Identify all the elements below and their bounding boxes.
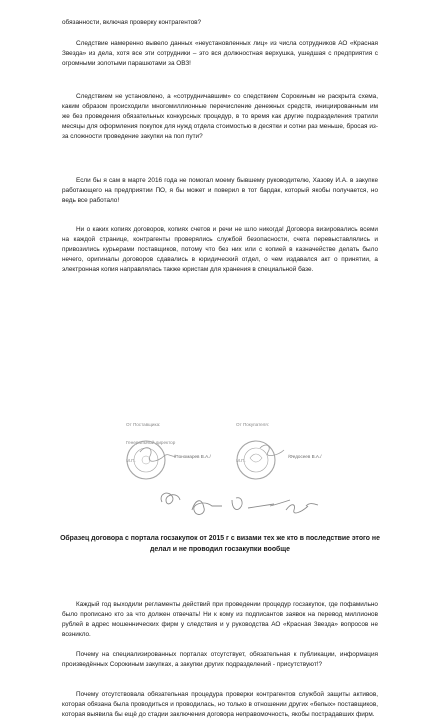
supplier-mp: М.П.: [126, 458, 136, 463]
section-heading: Образец договора с портала госзакупок от 2015 г с визами тех же кто в последствие этого не делал и не проводил госзакупки вообще: [60, 535, 380, 553]
supplier-stamp: [127, 441, 165, 479]
paragraph-5: Ни о каких копиях договоров, копиях счетов и речи не шло никогда! Договора визировались всеми на каждой странице, контрагенты проверялись службой безопасности, счета перевыставлялись и привозились курьерами поставщиков, потому что без них или с копией в казначействе делать было нечего, оригиналы договоров сдавались в юридический отдел, о чем издавался акт о принятии, а электронная копия направлялась также юристам для хранения в специальной базе.: [62, 226, 378, 273]
signature-scan: [110, 418, 350, 518]
buyer-mp: М.П.: [236, 458, 246, 463]
visa-signatures: [161, 493, 318, 514]
paragraph-2: Следствие намеренно вывело данных «неустановленных лиц» из числа сотрудников АО «Красная Звезда» из дела, хотя все эти сотрудники – это вся должностная верхушка, ушедшая с предприятия с огромными золотыми парашютами за ОВЗ!: [62, 40, 378, 67]
paragraph-6: Каждый год выходили регламенты действий при проведении процедур госзакупок, где пофамильно было прописано кто за что должен отвечать! Ни к кому из подписантов заявок на перевод миллионов рублей в адрес мошеннических фирм у следствия и у руководства АО «Красная Звезда» вопросов не возникло.: [62, 601, 378, 638]
signatures-and-stamps: [110, 418, 350, 518]
paragraph-7: Почему на специализированных порталах отсутствует, обязательная к публикации, информация произведённых Сорокиным закупках, а закупки других подразделений - присутствуют!?: [62, 651, 378, 668]
paragraph-1: обязанности, включая проверку контрагентов?: [62, 19, 202, 26]
supplier-label: От Поставщика:: [126, 422, 161, 427]
buyer-name: /Федосеев В.А./: [288, 454, 322, 459]
supplier-title: Генеральный директор: [126, 440, 176, 445]
paragraph-4: Если бы я сам в марте 2016 года не помогал моему бывшему руководителю, Хазову И.А. в закупке работающего на предприятии ПО, я бы может и поверил в тот бардак, который якобы получается, но ведь все работало!: [62, 177, 378, 204]
buyer-label: От Покупателя:: [236, 422, 270, 427]
supplier-name: /Пономарев В.А./: [174, 454, 211, 459]
paragraph-8: Почему отсутствовала обязательная процедура проверки контрагентов службой защиты активов, которая обязана была проводиться и проводилась, но только в отношении других «белых» поставщиков, которая выявила бы ещё до стадии заключения договора неправомочность, якобы пострадавших фирм.: [62, 691, 378, 718]
paragraph-3: Следствием не установлено, а «сотрудничавшим» со следствием Сорокиным не раскрыта схема, каким образом происходили многомиллионные перечисление денежных средств, инициированным им же без проведения обязательных конкурсных процедур, в то время как другие подразделения тратили месяцы для оформления покупок для нужд отдела стоимостью в десятки и сотни раз меньше, бросая из-за сложности проведение закупки на пол пути?: [62, 93, 378, 140]
